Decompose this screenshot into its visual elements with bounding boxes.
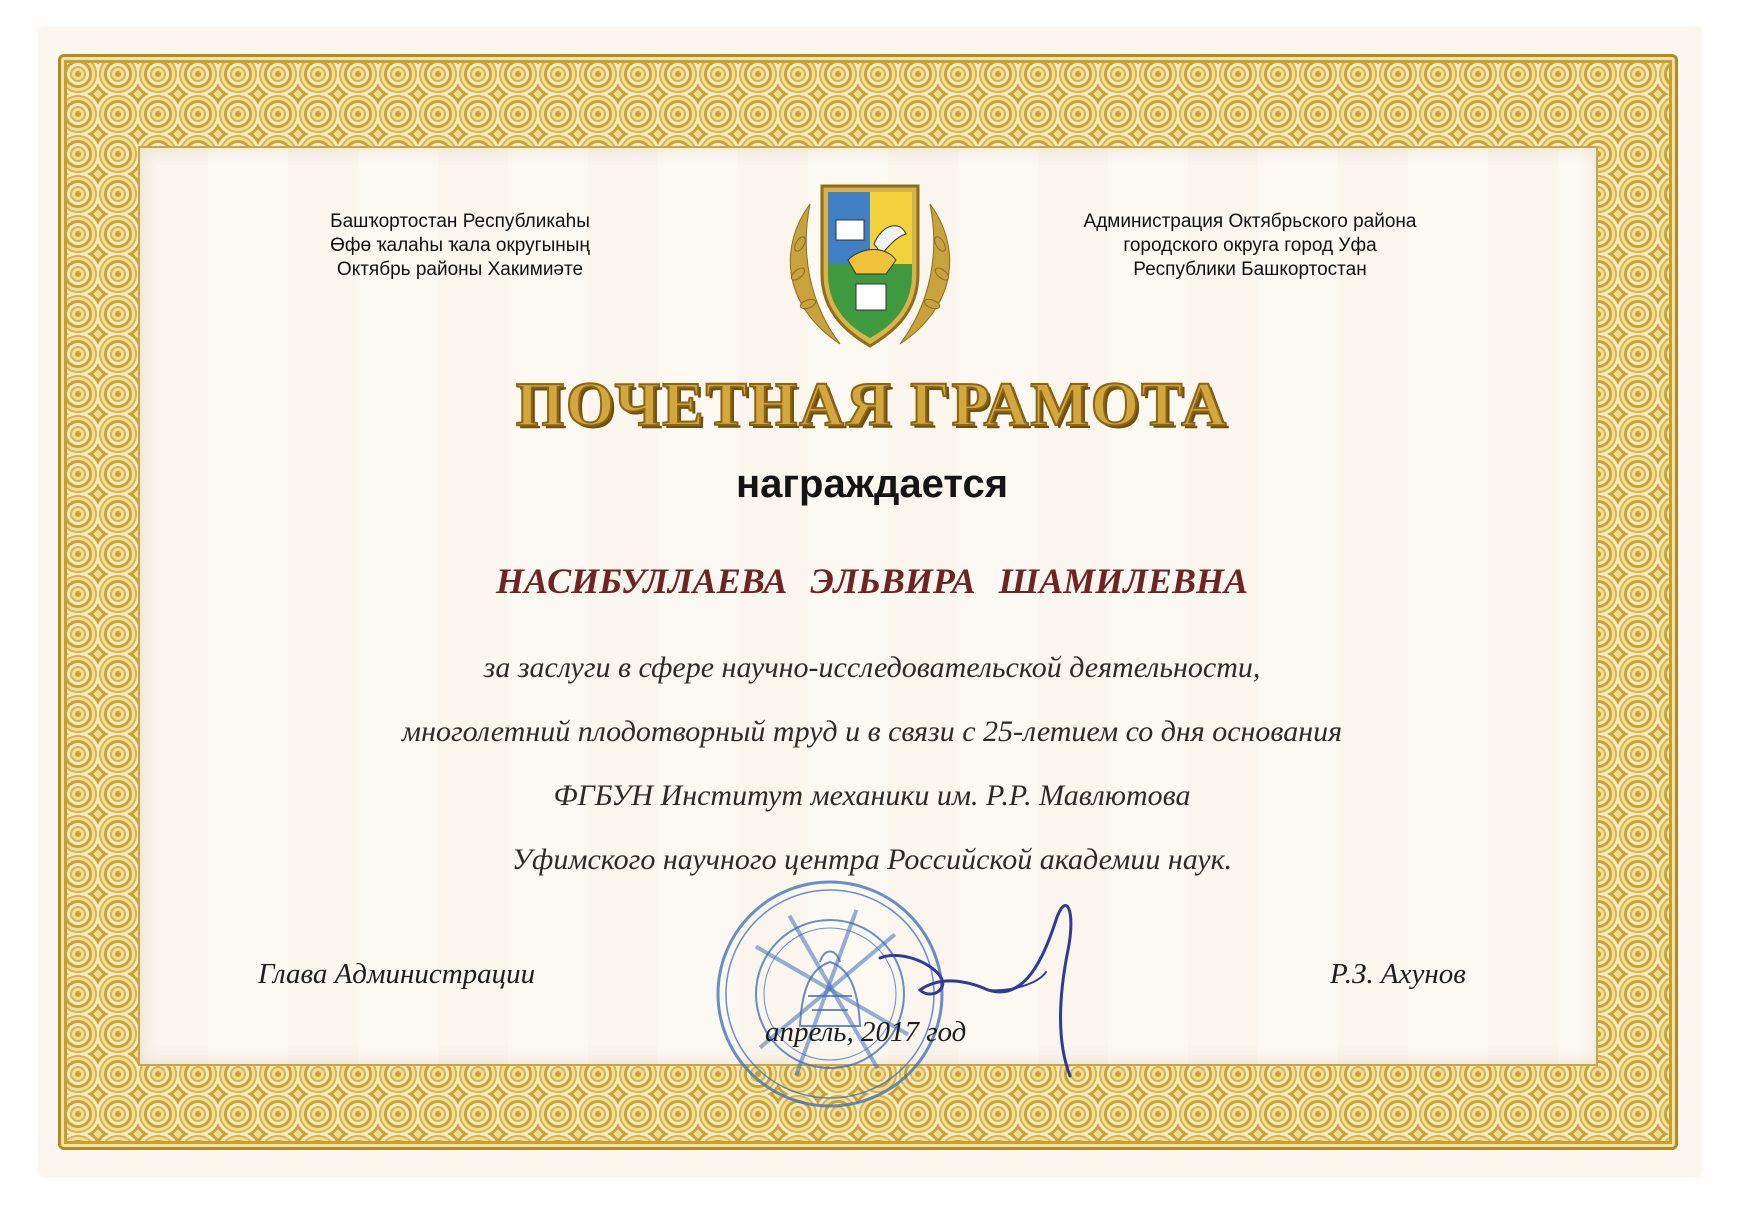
reason-line: многолетний плодотворный труд и в связи с 25-летием со дня основания [401,715,1343,748]
coat-of-arms-icon [770,174,970,364]
header-right-russian [1030,210,1470,282]
header-left-line: Башҡортостан Республикаһы [330,211,590,232]
recipient-name: НАСИБУЛЛАЕВА ЭЛЬВИРА ШАМИЛЕВНА [496,561,1248,601]
header-left-line: Октябрь районы Хакимиәте [336,259,584,280]
reason-line: ФГБУН Институт механики им. Р.Р. Мавлютова [553,779,1191,812]
signer-name: Р.З. Ахунов [1330,958,1466,990]
header-right-line: Администрация Октябрьского района [1083,211,1417,232]
header-left-bashkir [270,210,650,282]
signer-position: Глава Администрации [258,958,536,990]
header-right-line: городского округа город Уфа [1123,235,1377,256]
issue-date: апрель, 2017 год [765,1016,967,1048]
certificate-title: ПОЧЕТНАЯ ГРАМОТА [515,371,1229,439]
header-right-line: Республики Башкортостан [1133,259,1367,280]
reason-line: за заслуги в сфере научно-исследовательской деятельности, [483,651,1261,684]
handwritten-signature [870,880,1130,1080]
awarded-label: награждается [735,462,1009,506]
reason-line: Уфимского научного центра Российской академии наук. [511,843,1233,876]
header-left-line: Өфө ҡалаһы ҡала округының [330,235,590,256]
award-reason [0,636,1744,892]
